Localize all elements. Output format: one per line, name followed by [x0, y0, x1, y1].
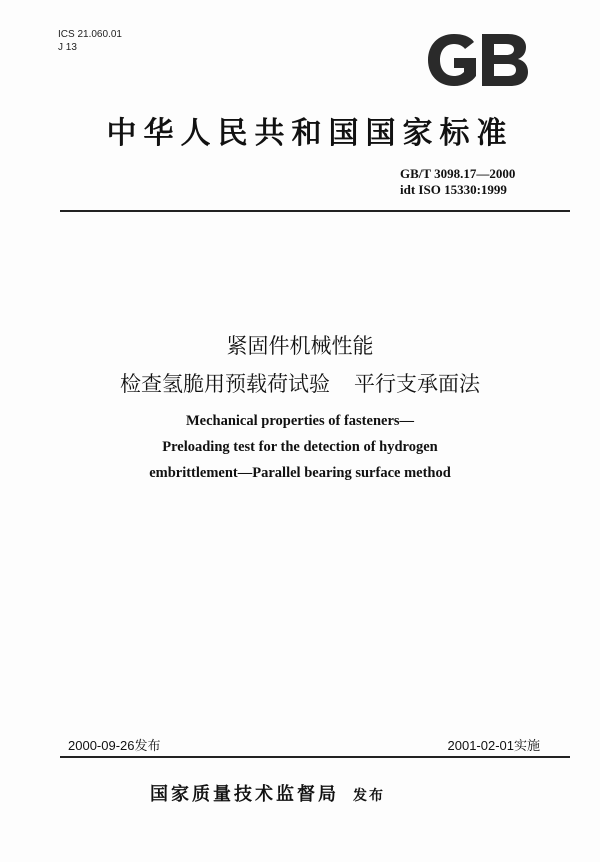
gb-logo-icon	[426, 32, 530, 88]
chinese-title-line2-part2: 平行支承面法	[354, 372, 480, 396]
top-divider	[60, 210, 570, 212]
issue-date: 2000-09-26发布	[68, 738, 161, 753]
ccs-code: J 13	[58, 42, 77, 53]
chinese-title-line2-part1: 检查氢脆用预载荷试验	[120, 372, 330, 396]
bottom-divider	[60, 756, 570, 758]
english-title-line3: embrittlement—Parallel bearing surface method	[149, 465, 451, 481]
english-title-line2: Preloading test for the detection of hydrogen	[162, 439, 438, 455]
english-title-line1: Mechanical properties of fasteners—	[185, 413, 415, 429]
publisher-verb: 发布	[353, 788, 385, 804]
chinese-title-line1: 紧固件机械性能	[226, 334, 374, 358]
chinese-title-line2	[40, 368, 560, 398]
ics-code: ICS 21.060.01	[58, 29, 122, 40]
national-standard-heading: 中华人民共和国国家标准	[106, 116, 514, 151]
standard-number-block	[400, 166, 515, 198]
standard-number: GB/T 3098.17—2000	[400, 166, 516, 181]
classification-codes	[58, 28, 122, 54]
iso-equivalence: idt ISO 15330:1999	[400, 182, 507, 197]
effective-date: 2001-02-01实施	[447, 738, 540, 753]
publisher-line	[150, 780, 385, 806]
publisher-name: 国家质量技术监督局	[150, 784, 339, 805]
